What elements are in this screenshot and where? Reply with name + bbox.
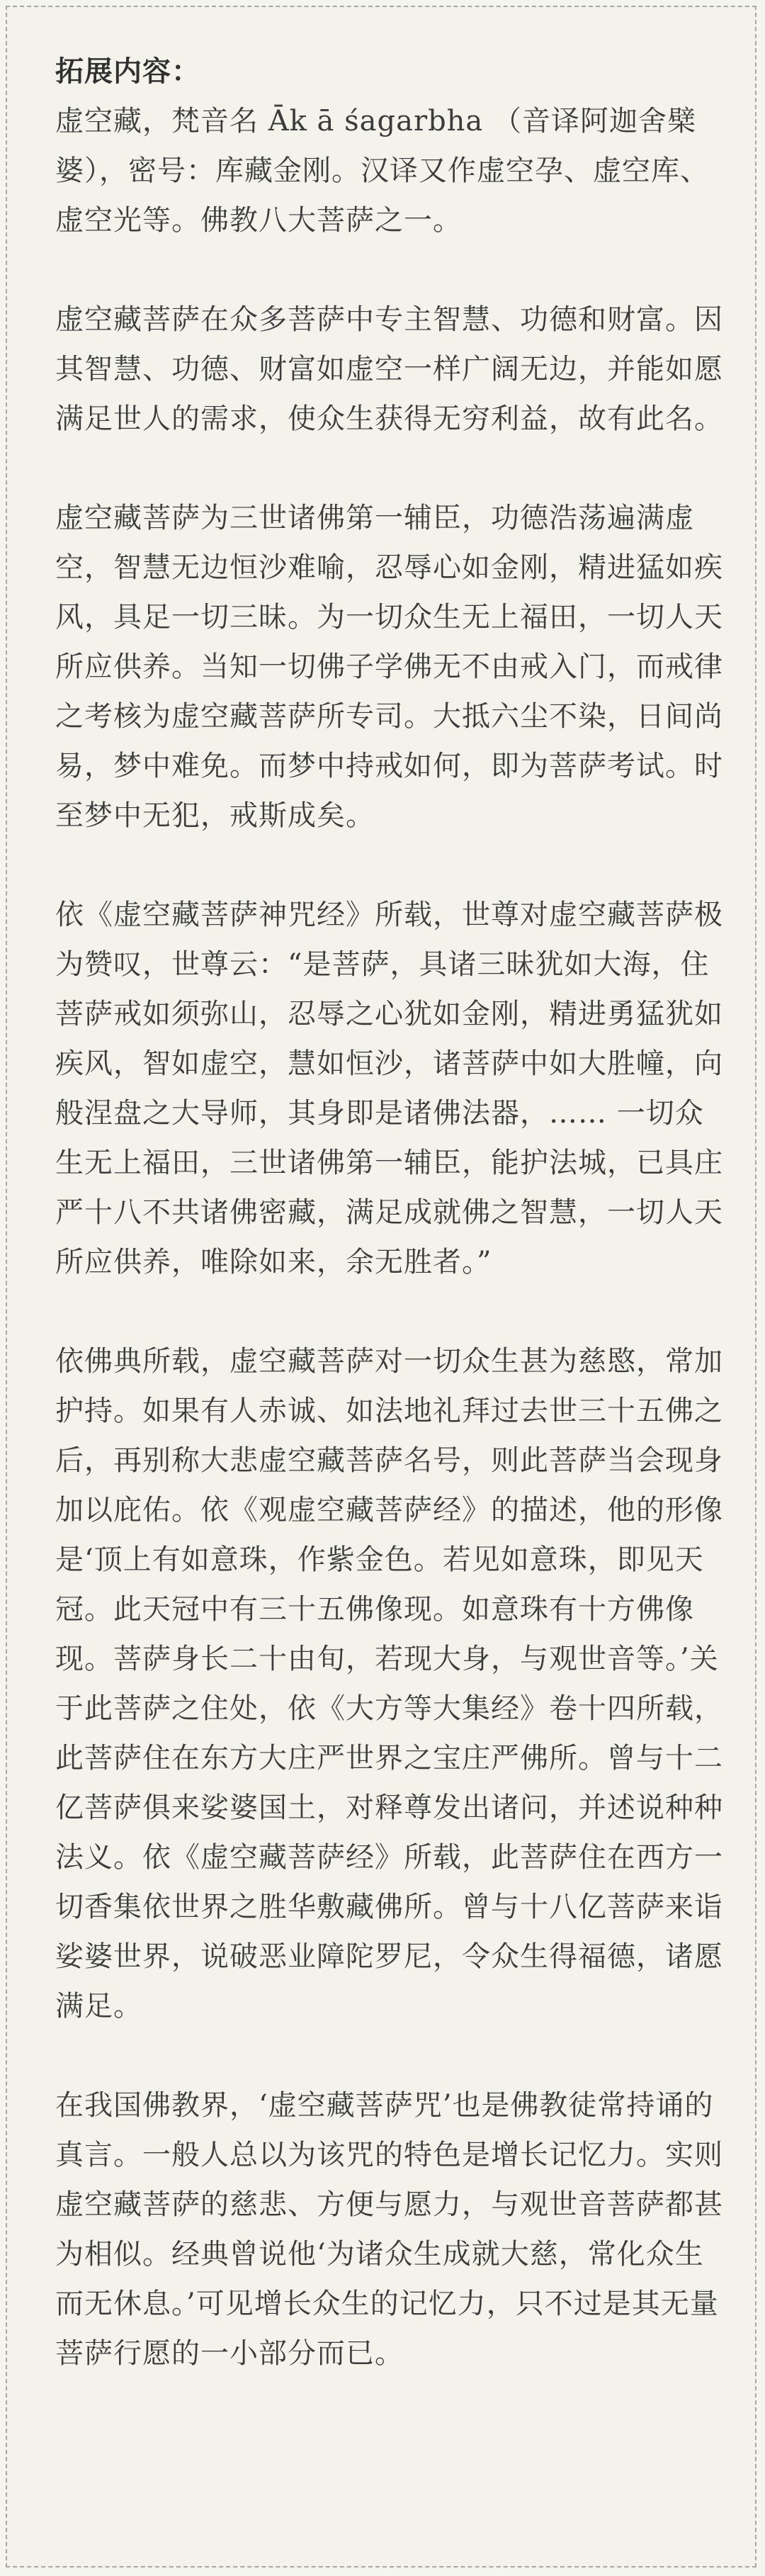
paragraph-mantra: 在我国佛教界，‘虚空藏菩萨咒’也是佛教徒常持诵的真言。一般人总以为该咒的特色是增长记忆力。实则虚空藏菩萨的慈悲、方便与愿力，与观世音菩萨都甚为相似。经典曾说他‘为诸众生成就大慈，常化众生而无休息。’可见增长众生的记忆力，只不过是其无量菩萨行愿的一小部分而已。: [55, 2089, 723, 2370]
paragraph-sutra-quote: 依《虚空藏菩萨神咒经》所载，世尊对虚空藏菩萨极为赞叹，世尊云：“是菩萨，具诸三昧犹如大海，住菩萨戒如须弥山，忍辱之心犹如金刚，精进勇猛犹如疾风，智如虚空，慧如恒沙，诸菩萨中如大胜幢，向般涅盘之大导师，其身即是诸佛法器，…… 一切众生无上福田，三世诸佛第一辅臣，能护法城，已具庄严十八不共诸佛密藏，满足成就佛之智慧，一切人天所应供养，唯除如来，余无胜者。”: [55, 899, 723, 1278]
section-heading: 拓展内容：: [55, 55, 200, 88]
paragraph-scripture: 依佛典所载，虚空藏菩萨对一切众生甚为慈愍，常加护持。如果有人赤诚、如法地礼拜过去世三十五佛之后，再别称大悲虚空藏菩萨名号，则此菩萨当会现身加以庇佑。依《观虚空藏菩萨经》的描述，他的形像是‘顶上有如意珠，作紫金色。若见如意珠，即见天冠。此天冠中有三十五佛像现。如意珠有十方佛像现。菩萨身长二十由旬，若现大身，与观世音等。’关于此菩萨之住处，依《大方等大集经》卷十四所载，此菩萨住在东方大庄严世界之宝庄严佛所。曾与十二亿菩萨俱来娑婆国土，对释尊发出诸问，并述说种种法义。依《虚空藏菩萨经》所载，此菩萨住在西方一切香集依世界之胜华敷藏佛所。曾与十八亿菩萨来诣娑婆世界，说破恶业障陀罗尼，令众生得福德，诸愿满足。: [55, 1345, 723, 2023]
paragraph-precepts: 虚空藏菩萨为三世诸佛第一辅臣，功德浩荡遍满虚空，智慧无边恒沙难喻，忍辱心如金刚，精进猛如疾风，具足一切三昧。为一切众生无上福田，一切人天所应供养。当知一切佛子学佛无不由戒入门，而戒律之考核为虚空藏菩萨所专司。大抵六尘不染，日间尚易，梦中难免。而梦中持戒如何，即为菩萨考试。时至梦中无犯，戒斯成矣。: [55, 502, 723, 832]
paragraph-wisdom: 虚空藏菩萨在众多菩萨中专主智慧、功德和财富。因其智慧、功德、财富如虚空一样广阔无边，并能如愿满足世人的需求，使众生获得无穷利益，故有此名。: [55, 303, 723, 435]
paragraph-intro: 虚空藏，梵音名 Āk ā śagarbha （音译阿迦舍檗婆），密号：库藏金刚。汉译又作虚空孕、虚空库、虚空光等。佛教八大菩萨之一。: [55, 105, 709, 237]
article-content: [55, 47, 725, 2428]
page-frame: [6, 6, 756, 2567]
